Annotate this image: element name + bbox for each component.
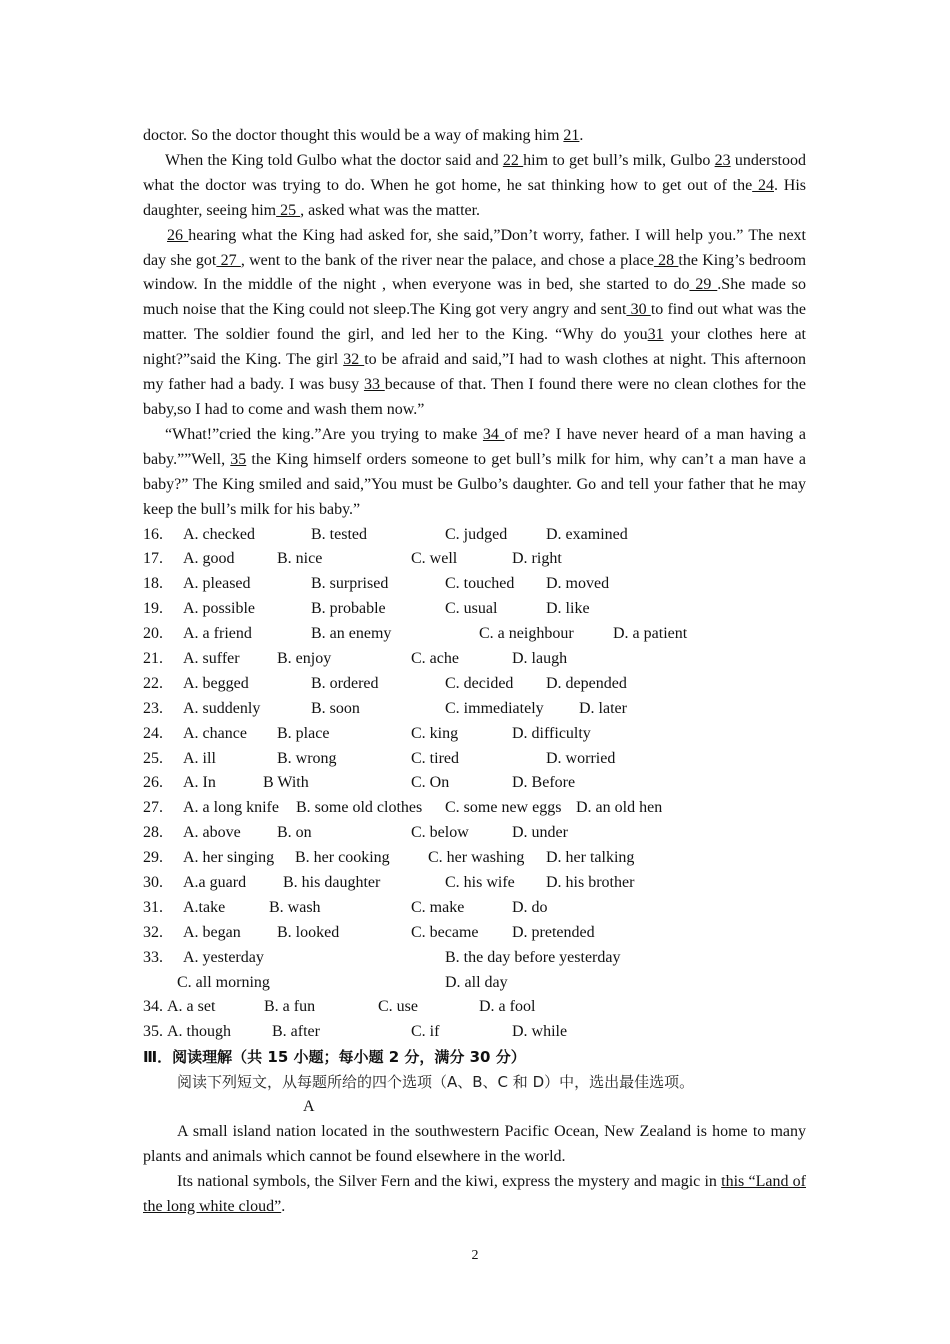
option-row-20 [143, 622, 806, 647]
option-b: B. enjoy [277, 649, 332, 667]
option-row-35 [143, 1020, 806, 1045]
option-c: C. her washing [428, 849, 525, 867]
option-b: B. an enemy [311, 625, 392, 643]
option-row-19 [143, 597, 806, 622]
option-b: B. on [277, 824, 312, 842]
option-row-34 [143, 995, 806, 1020]
section-heading: Ⅲ．阅读理解（共 15 小题；每小题 2 分，满分 30 分） [143, 1048, 526, 1067]
paragraph-1 [143, 124, 806, 149]
option-b: B. surprised [311, 575, 389, 593]
blank-29: 29 [689, 276, 718, 294]
question-number: 34. [143, 998, 163, 1016]
option-row-23 [143, 697, 806, 722]
option-d: D. like [546, 600, 590, 618]
question-number: 28. [143, 824, 163, 842]
question-number: 35. [143, 1023, 163, 1041]
option-b: B. a fun [264, 998, 316, 1016]
option-a: A. checked [183, 525, 255, 543]
option-c: C. a neighbour [479, 625, 574, 643]
option-c: C. judged [445, 525, 508, 543]
option-c: C. tired [411, 749, 459, 767]
option-c: C. On [411, 774, 450, 792]
reading-paragraph-1: A small island nation located in the southwestern Pacific Ocean, New Zealand is home to many plants and animals which cannot be found elsewhere in the world. [143, 1122, 806, 1165]
option-a: A. a friend [183, 625, 252, 643]
option-c: C. some new eggs [445, 799, 562, 817]
option-a: A. pleased [183, 575, 251, 593]
option-b: B. her cooking [295, 849, 390, 867]
paragraph-2 [143, 149, 806, 224]
option-d: D. examined [546, 525, 628, 543]
underlined-phrase: this “Land of the long white cloud” [143, 1172, 807, 1215]
option-b: B. place [277, 724, 330, 742]
option-d: D. all day [445, 973, 508, 991]
question-number: 32. [143, 923, 163, 941]
question-number: 30. [143, 873, 163, 891]
option-c: C. if [411, 1023, 440, 1041]
text: “What!”cried the king.”Are you trying to make [165, 425, 483, 443]
option-row-25 [143, 747, 806, 772]
question-number: 20. [143, 625, 163, 643]
text: , asked what was the matter. [300, 201, 481, 219]
blank-28: 28 [653, 251, 679, 269]
option-row-27 [143, 796, 806, 821]
option-row-33 [143, 946, 806, 971]
text: , went to the bank of the river near the palace, and chose a place [240, 251, 654, 269]
option-d: D. depended [546, 674, 627, 692]
question-number: 24. [143, 724, 163, 742]
option-row-33-cont [143, 971, 806, 996]
option-a: A. suffer [183, 649, 240, 667]
question-number: 19. [143, 600, 163, 618]
option-a: A. began [183, 923, 241, 941]
option-b: B. ordered [311, 674, 379, 692]
option-d: D. laugh [512, 649, 568, 667]
option-b: B. nice [277, 550, 323, 568]
passage-label: A [303, 1098, 315, 1116]
question-number: 33. [143, 948, 163, 966]
blank-24: 24 [752, 176, 774, 194]
paragraph-4 [143, 423, 806, 523]
option-c: C. below [411, 824, 469, 842]
option-a: A. ill [183, 749, 216, 767]
option-c: C. immediately [445, 699, 544, 717]
option-c: C. touched [445, 575, 515, 593]
option-row-31 [143, 896, 806, 921]
option-row-24 [143, 722, 806, 747]
blank-32: 32 [343, 351, 365, 369]
text: . His daughter, seeing him [143, 176, 807, 219]
option-c: C. decided [445, 674, 514, 692]
option-c: C. make [411, 898, 465, 916]
question-number: 16. [143, 525, 163, 543]
option-a: A. In [183, 774, 216, 792]
text: because of that. Then I found there were no clean clothes for the baby,so I had to come and wash them now.” [143, 376, 807, 418]
option-b: B. probable [311, 600, 386, 618]
option-row-18 [143, 572, 806, 597]
option-c: C. usual [445, 600, 498, 618]
text: . [579, 127, 584, 144]
text: understood what the doctor was trying to do. When he got home, he sat thinking how to get out of the [143, 151, 806, 194]
question-number: 21. [143, 649, 163, 667]
option-a: A. chance [183, 724, 247, 742]
option-d: D. later [579, 699, 627, 717]
option-row-21 [143, 647, 806, 672]
text: your clothes here at night?”said the King. The girl [143, 326, 807, 369]
option-a: A. begged [183, 674, 249, 692]
option-c: C. well [411, 550, 458, 568]
blank-35: 35 [230, 450, 247, 468]
paragraph-3 [143, 224, 806, 423]
option-a: A.take [183, 898, 226, 916]
blank-21: 21 [563, 127, 580, 144]
text: to find out what was the matter. The soldier found the girl, and led her to the King. “Why do you [143, 301, 807, 344]
option-b: B. after [272, 1023, 320, 1041]
option-row-26 [143, 771, 806, 796]
text: When the King told Gulbo what the doctor said and [165, 151, 503, 169]
document-page [143, 124, 806, 1220]
option-d: D. a fool [479, 998, 536, 1016]
option-d: D. worried [546, 749, 616, 767]
option-a: A. good [183, 550, 235, 568]
option-c: C. king [411, 724, 459, 742]
blank-26: 26 [167, 226, 189, 244]
option-b: B. looked [277, 923, 340, 941]
option-d: D. moved [546, 575, 610, 593]
question-number: 31. [143, 898, 163, 916]
option-d: D. do [512, 898, 548, 916]
option-d: D. right [512, 550, 562, 568]
options-list [143, 523, 806, 1046]
question-number: 17. [143, 550, 163, 568]
option-a: A. a long knife [183, 799, 279, 817]
section-instruction: 阅读下列短文，从每题所给的四个选项（A、B、C 和 D）中，选出最佳选项。 [177, 1073, 695, 1092]
option-a: A. yesterday [183, 948, 264, 966]
text: the King’s bedroom window. In the middle of the night , when everyone was in bed, she started to do [143, 251, 807, 294]
blank-22: 22 [502, 151, 524, 169]
option-b: B. soon [311, 699, 360, 717]
option-d: D. Before [512, 774, 576, 792]
question-number: 27. [143, 799, 163, 817]
option-row-16 [143, 523, 806, 548]
option-c: C. all morning [177, 973, 270, 991]
text: him to get bull’s milk, Gulbo [523, 151, 715, 169]
text: of me? I have never heard of a man having a baby.””Well, [143, 425, 806, 468]
option-d: D. pretended [512, 923, 595, 941]
option-b: B. some old clothes [296, 799, 423, 817]
option-a: A. possible [183, 600, 255, 618]
question-number: 23. [143, 699, 163, 717]
text: hearing what the King had asked for, she said,”Don’t worry, father. I will help you.” The next day she got [143, 226, 806, 269]
option-row-28 [143, 821, 806, 846]
option-a: A. her singing [183, 849, 275, 867]
question-number: 22. [143, 674, 163, 692]
option-row-29 [143, 846, 806, 871]
option-d: D. difficulty [512, 724, 591, 742]
question-number: 26. [143, 774, 163, 792]
option-c: C. became [411, 923, 479, 941]
option-b: B. wash [269, 898, 321, 916]
option-c: C. ache [411, 649, 459, 667]
option-a: A. though [167, 1023, 231, 1041]
option-d: D. a patient [613, 625, 688, 643]
reading-paragraph-2 [143, 1170, 806, 1220]
option-d: D. his brother [546, 873, 635, 891]
blank-27: 27 [216, 251, 241, 269]
question-number: 18. [143, 575, 163, 593]
option-b: B. his daughter [283, 873, 381, 891]
option-d: D. while [512, 1023, 568, 1041]
option-d: D. her talking [546, 849, 635, 867]
option-row-22 [143, 672, 806, 697]
option-c: C. use [378, 998, 418, 1016]
text: .She made so much noise that the King could not sleep.The King got very angry and sent [143, 276, 807, 319]
option-a: A. a set [167, 998, 216, 1016]
option-row-32 [143, 921, 806, 946]
text: doctor. So the doctor thought this would be a way of making him [143, 127, 564, 144]
option-a: A. above [183, 824, 241, 842]
blank-33: 33 [363, 376, 385, 394]
option-d: D. under [512, 824, 568, 842]
blank-34: 34 [482, 425, 505, 443]
text: Its national symbols, the Silver Fern and the kiwi, express the mystery and magic in [177, 1172, 722, 1190]
blank-30: 30 [626, 301, 651, 319]
option-b: B With [263, 774, 309, 792]
option-d: D. an old hen [576, 799, 663, 817]
option-a: A. suddenly [183, 699, 261, 717]
option-b: B. the day before yesterday [445, 948, 621, 966]
question-number: 25. [143, 749, 163, 767]
text: to be afraid and said,”I had to wash clothes at night. This afternoon my father had a bady. I was busy [143, 351, 807, 394]
blank-23: 23 [714, 151, 731, 169]
option-a: A.a guard [183, 873, 247, 891]
text: . [281, 1197, 286, 1215]
blank-31: 31 [647, 326, 664, 344]
option-b: B. wrong [277, 749, 337, 767]
blank-25: 25 [276, 201, 301, 219]
option-row-17 [143, 547, 806, 572]
text: the King himself orders someone to get bull’s milk for him, why can’t a man have a baby?” The King smiled and said,”You must be Gulbo’s daughter. Go and tell your father that he may keep the bull’s milk for his baby.” [143, 450, 807, 518]
option-c: C. his wife [445, 873, 515, 891]
question-number: 29. [143, 849, 163, 867]
option-row-30 [143, 871, 806, 896]
option-b: B. tested [311, 525, 367, 543]
page-number: 2 [471, 1248, 479, 1263]
